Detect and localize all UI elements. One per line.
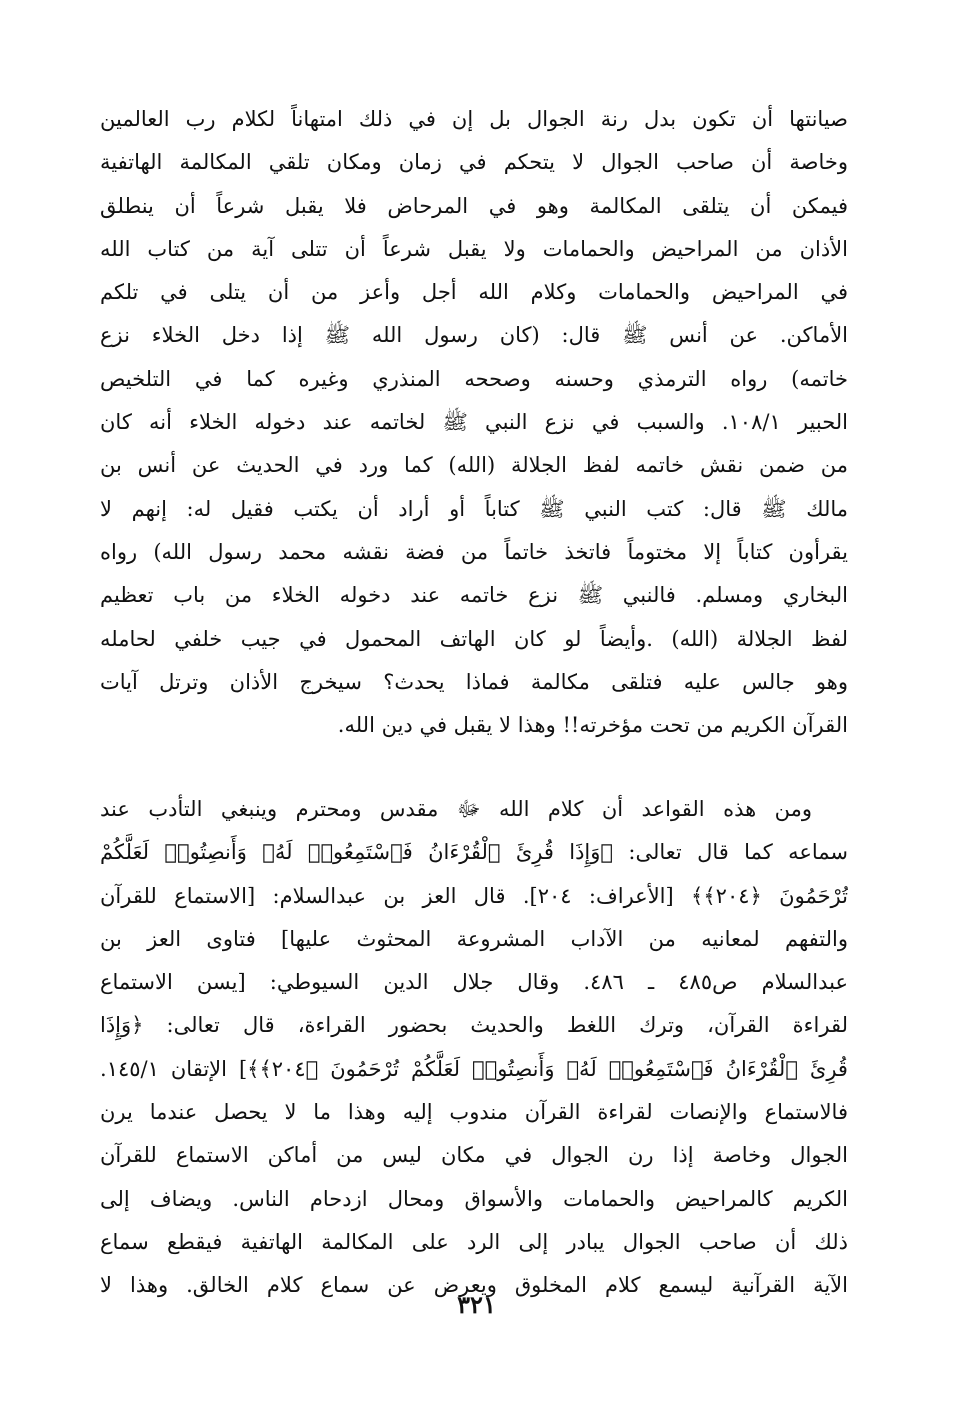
text-line: لقراءة القرآن، وترك اللغط والحديث بحضور القراءة، قال تعالى: ﴿وَإِذَا [100, 1013, 848, 1038]
text-line: والتفهم لمعانيه من الآداب المشروعة المحثوث عليها] فتاوى العز بن [100, 926, 848, 951]
text-line: فيمكن أن يتلقى المكالمة وهو في المرحاض فلا يقبل شرعاً أن ينطلق [100, 193, 848, 218]
text-line: صيانتها أن تكون بدل رنة الجوال بل إن في ذلك امتهاناً لكلام رب العالمين [100, 107, 848, 131]
text-line: البخاري ومسلم. فالنبي ﷺ نزع خاتمه عند دخوله الخلاء من باب تعظيم [100, 583, 848, 608]
text-line: الجوال وخاصة إذا رن الجوال في مكان ليس من أماكن الاستماع للقرآن [100, 1143, 848, 1168]
text-line: سماعه كما قال تعالى: ﴿وَإِذَا قُرِئَ ٱلْقُرْءَانُ فَٱسْتَمِعُوا۟ لَهُۥ وَأَنصِتُوا۟ لَعَلَّكُمْ [100, 840, 848, 865]
text-line: مالك ﷺ قال: كتب النبي ﷺ كتاباً أو أراد أن يكتب فقيل له: إنهم لا [100, 496, 848, 521]
text-line: ذلك أن صاحب الجوال يبادر إلى الرد على المكالمة الهاتفية فيقطع سماع [100, 1229, 848, 1254]
text-line: الآية القرآنية ليسمع كلام المخلوق ويعرض عن سماع كلام الخالق. وهذا لا [100, 1273, 848, 1298]
text-line: الأذان من المراحيض والحمامات ولا يقبل شرعاً أن تتلى آية من كتاب الله [100, 236, 848, 261]
text-line: من ضمن نقش خاتمه لفظ الجلالة (الله) كما ورد في الحديث عن أنس بن [100, 453, 848, 478]
paragraph-2 [100, 788, 848, 1308]
text-line: قُرِئَ ٱلْقُرْءَانُ فَٱسْتَمِعُوا۟ لَهُۥ وَأَنصِتُوا۟ لَعَلَّكُمْ تُرْحَمُونَ ﴿٢٠٤﴾﴾] الإتقان ١٤٥/١. [100, 1056, 848, 1081]
text-line: تُرْحَمُونَ ﴿٢٠٤﴾﴾ [الأعراف: ٢٠٤]. قال العز بن عبدالسلام: [الاستماع للقرآن [100, 883, 848, 908]
page-number: ٣٢١ [457, 1290, 496, 1319]
text-line: لفظ الجلالة (الله) .وأيضاً لو كان الهاتف المحمول في جيب خلفي لحامله [100, 626, 848, 651]
text-line: يقرأون كتاباً إلا مختوماً فاتخذ خاتماً من فضة نقشه محمد رسول الله) رواه [100, 539, 848, 564]
text-line: القرآن الكريم من تحت مؤخرته!! وهذا لا يقبل في دين الله. [337, 713, 848, 738]
text-line: الحبير ١٠٨/١. والسبب في نزع النبي ﷺ لخاتمه عند دخوله الخلاء أنه كان [100, 410, 848, 435]
text-line: خاتمه) رواه الترمذي وحسنه وصححه المنذري وغيره كما في التلخيص [100, 366, 848, 391]
text-line: فالاستماع والإنصات لقراءة القرآن مندوب إليه وهذا ما لا يحصل عندما يرن [100, 1100, 848, 1125]
text-line: وهو جالس عليه فتلقى مكالمة فماذا يحدث؟ سيخرج الأذان وترتل آيات [100, 669, 848, 694]
text-line: في المراحيض والحمامات وكلام الله أجل وأعز من أن يتلى في تلكم [100, 280, 848, 305]
text-line: الأماكن. عن أنس ﷺ قال: (كان رسول الله ﷺ إذا دخل الخلاء نزع [100, 323, 848, 348]
text-line: وخاصة أن صاحب الجوال لا يتحكم في زمان ومكان تلقي المكالمة الهاتفية [100, 150, 848, 175]
text-line: ومن هذه القواعد أن كلام الله ﷻ مقدس ومحترم وينبغي التأدب عند [100, 797, 812, 821]
text-line: الكريم كالمراحيض والحمامات والأسواق ومحال ازدحام الناس. ويضاف إلى [100, 1186, 848, 1211]
paragraph-1 [100, 98, 848, 747]
text-line: عبدالسلام ص٤٨٥ ـ ٤٨٦. وقال جلال الدين السيوطي: [يسن الاستماع [100, 970, 848, 995]
